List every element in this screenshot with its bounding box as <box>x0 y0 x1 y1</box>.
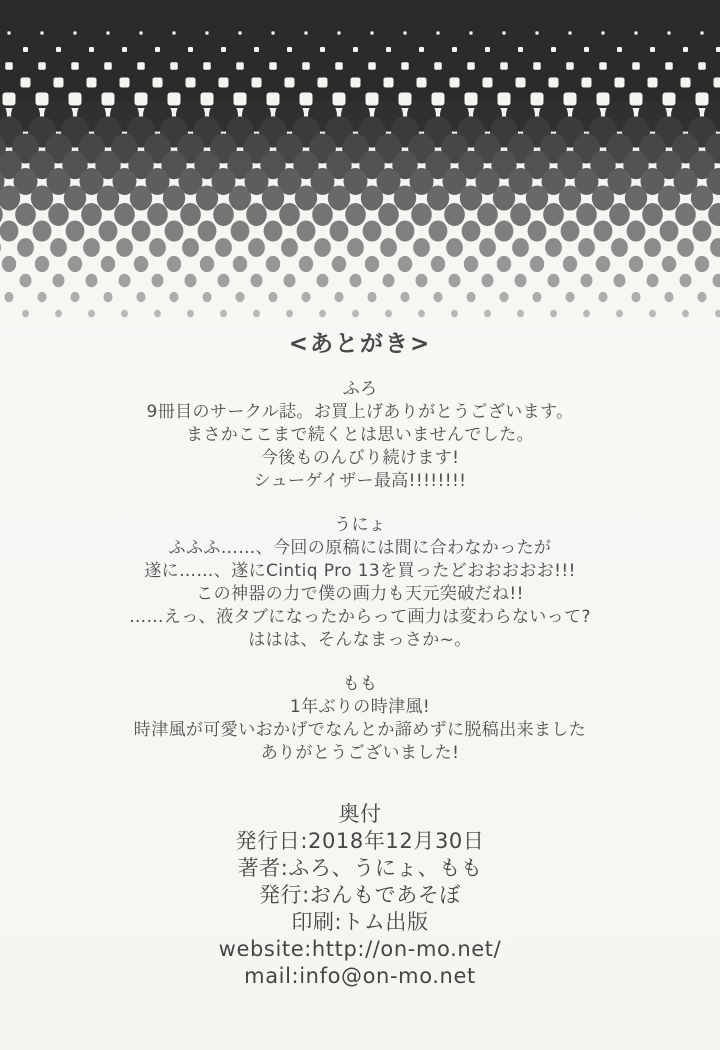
afterword-line: ふふふ……、今回の原稿には間に合わなかったが <box>168 538 552 558</box>
afterword-page <box>0 331 720 990</box>
afterword-line: 今後ものんびり続けます! <box>260 448 460 468</box>
afterword-section-momo <box>0 673 720 765</box>
afterword-section-furo <box>0 378 720 493</box>
afterword-line: 9冊目のサークル誌。お買上げありがとうございます。 <box>146 402 574 422</box>
colophon-mail: mail:info@on-mo.net <box>244 964 476 988</box>
author-name: うにょ <box>334 515 386 535</box>
colophon-website: website:http://on-mo.net/ <box>218 937 502 961</box>
afterword-line: 時津風が可愛いおかげでなんとか諦めずに脱稿出来ました <box>133 720 587 740</box>
afterword-section-unyo <box>0 514 720 652</box>
colophon-authors: 著者:ふろ、うにょ、もも <box>237 856 483 880</box>
colophon-publish-date: 発行日:2018年12月30日 <box>235 829 485 853</box>
afterword-line: この神器の力で僕の画力も天元突破だね!! <box>196 584 524 604</box>
colophon-publisher: 発行:おんもであそぼ <box>258 883 462 907</box>
afterword-line: ありがとうございました! <box>260 743 460 763</box>
page-title: <あとがき> <box>288 331 432 357</box>
afterword-line: 1年ぶりの時津風! <box>289 697 431 717</box>
afterword-line: シューゲイザー最高!!!!!!!! <box>253 471 467 491</box>
halftone-gradient-banner <box>0 0 720 322</box>
afterword-line: 遂に……、遂にCintiq Pro 13を買ったどおおおおお!!! <box>144 561 576 581</box>
author-name: もも <box>342 674 378 694</box>
colophon-printer: 印刷:トム出版 <box>291 910 429 934</box>
author-name: ふろ <box>342 379 378 399</box>
colophon-title: 奥付 <box>338 802 382 826</box>
afterword-line: まさかここまで続くとは思いませんでした。 <box>186 425 534 445</box>
afterword-line: ……えっ、液タブになったからって画力は変わらないって? <box>129 607 591 627</box>
colophon <box>0 801 720 990</box>
afterword-line: ははは、そんなまっさか~。 <box>248 630 472 650</box>
